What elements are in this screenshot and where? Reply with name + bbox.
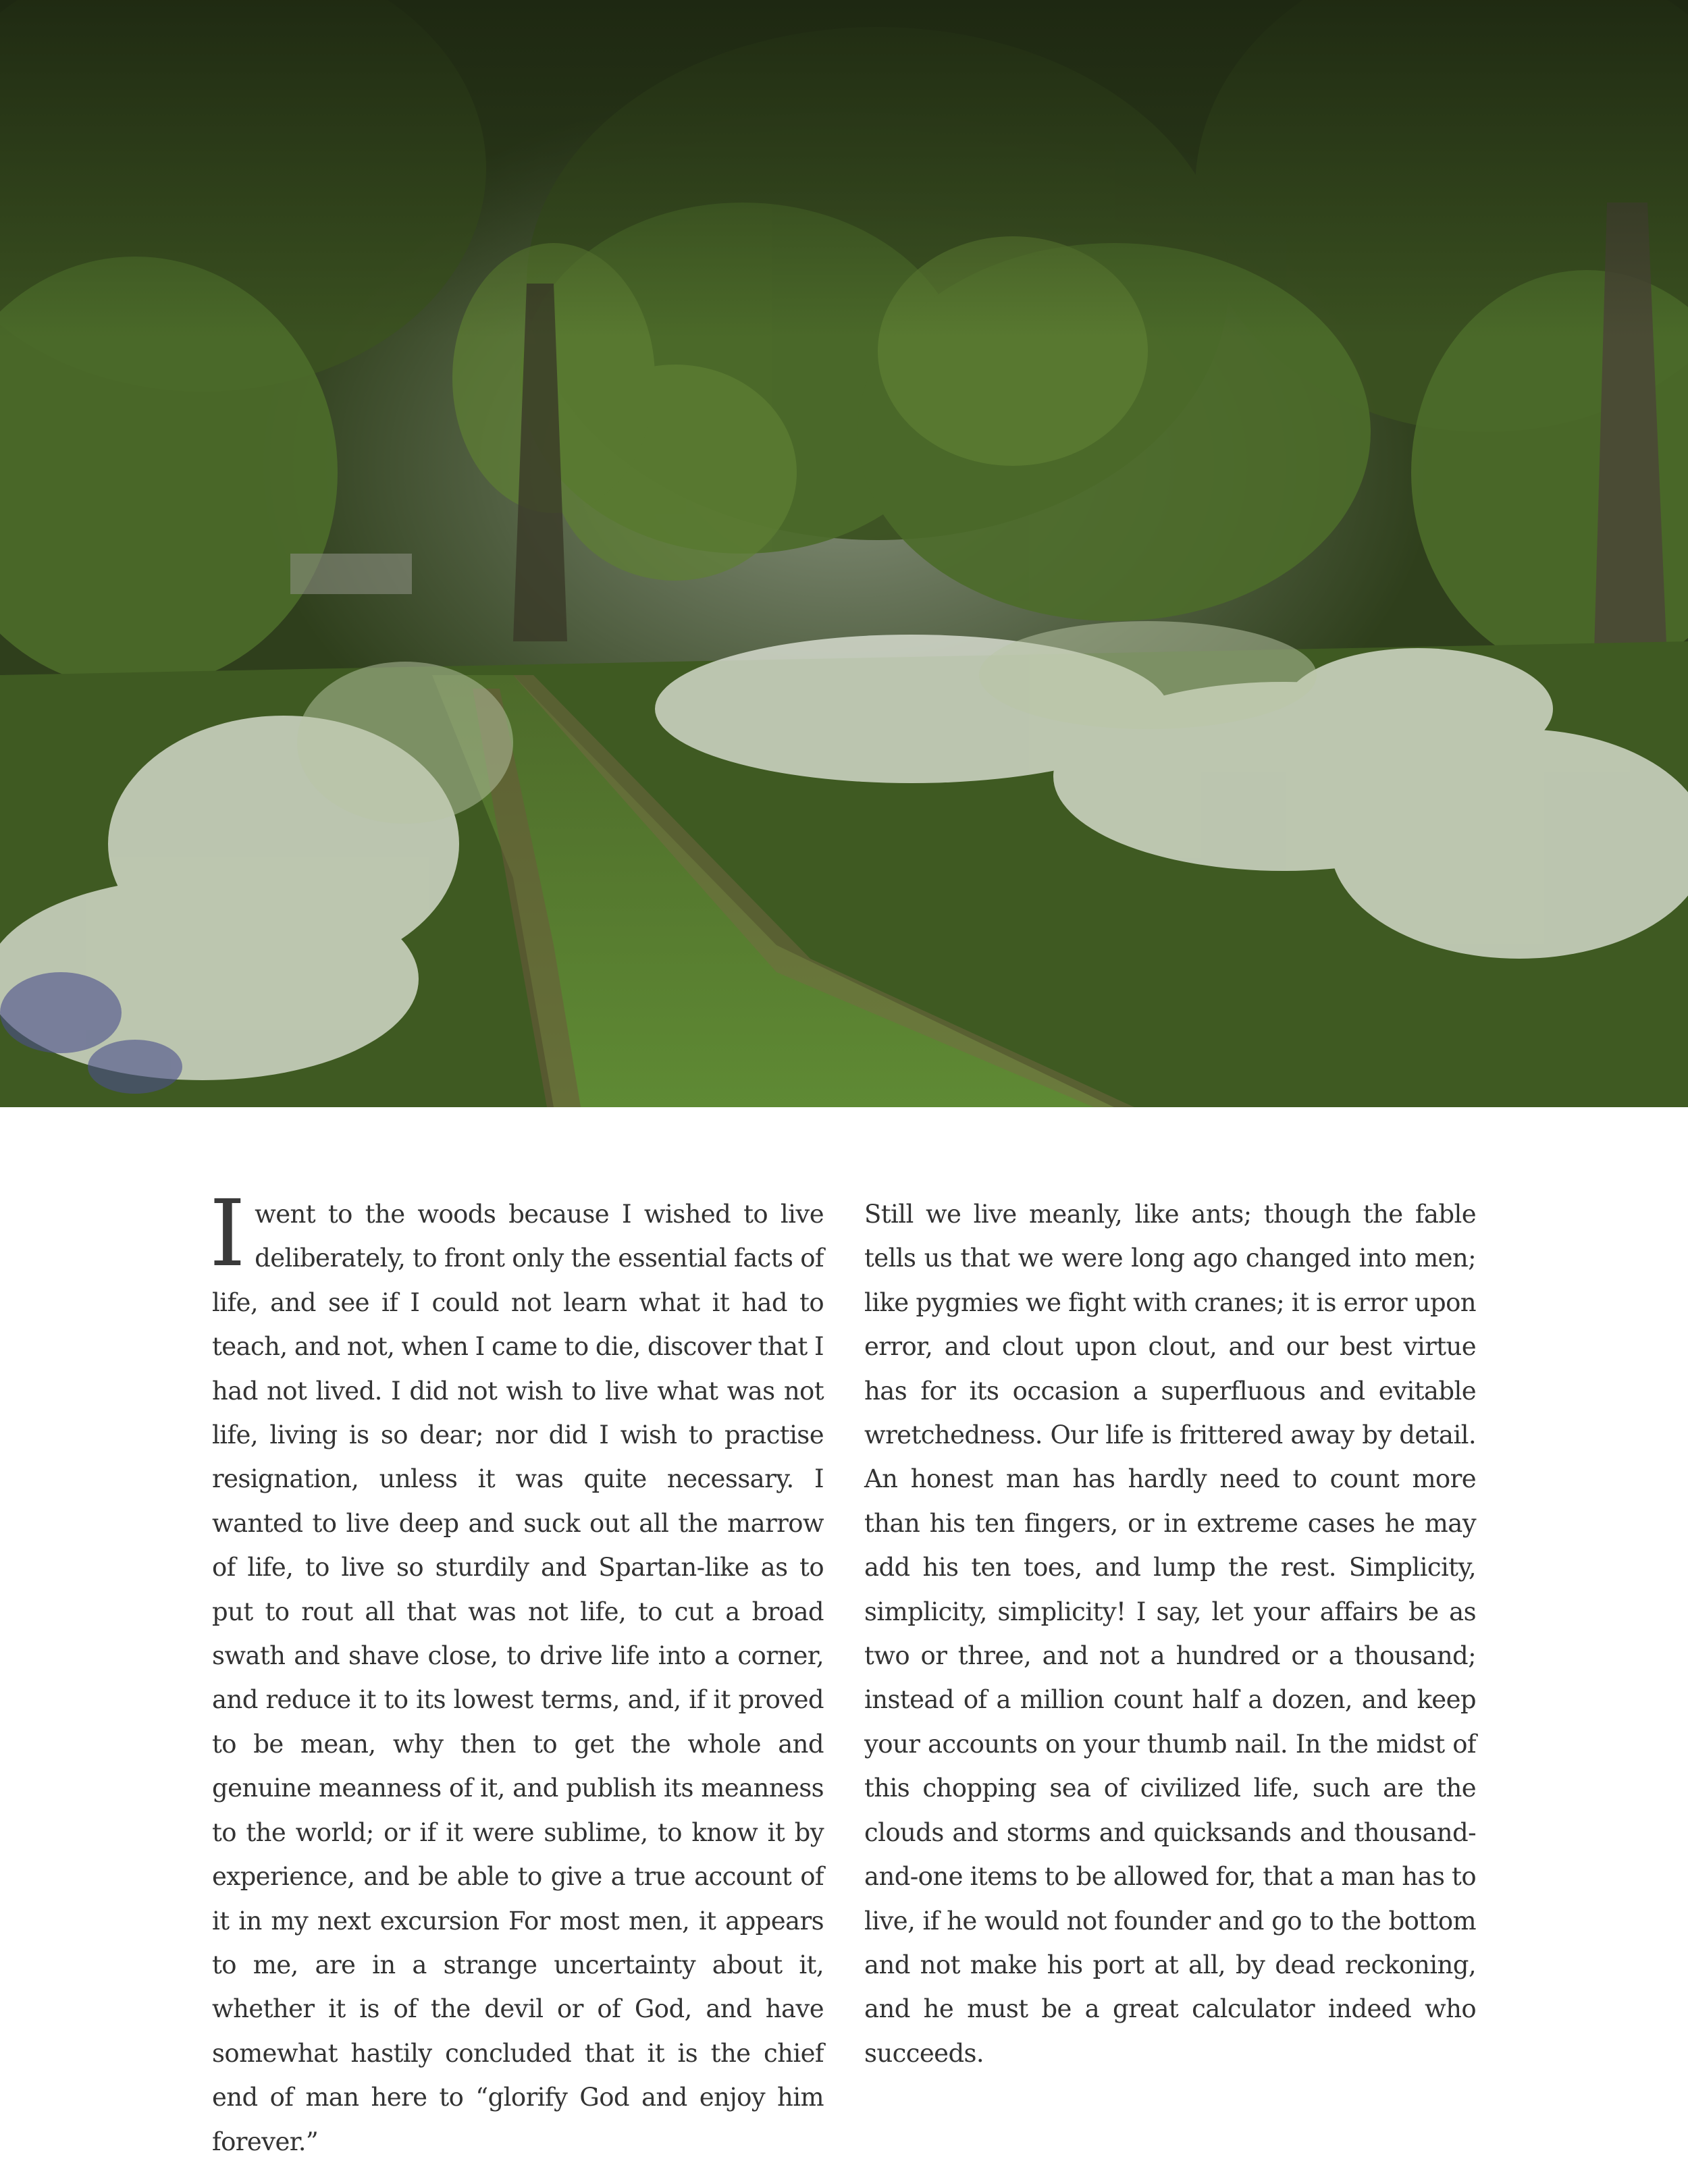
article-column-left (209, 1181, 824, 2164)
drop-cap: I (209, 1181, 246, 1287)
article-body (209, 1181, 1476, 2164)
paragraph-left (209, 1181, 824, 2164)
article-column-right (864, 1192, 1476, 2164)
paragraph-right: Still we live meanly, like ants; though the fable tells us that we were long ago changed into men; like pygmies we fight with cranes; it is error upon error, and clout upon clout, and our best virtue has for its occasion a superfluous and evitable wretchedness. Our life is frittered away by detail. An honest man has hardly need to count more than his ten fingers, or in extreme cases he may add his ten toes, and lump the rest. Simplicity, simplicity, simplicity! I say, let your affairs be as two or three, and not a hundred or a thousand; instead of a million count half a dozen, and keep your accounts on your thumb nail. In the midst of this chopping sea of civilized life, such are the clouds and storms and quicksands and thousand-and-one items to be allowed for, that a man has to live, if he would not founder and go to the bottom and not make his port at all, by dead reckoning, and he must be a great calculator indeed who succeeds. (864, 1200, 1476, 2068)
paragraph-left-text: went to the woods because I wished to live deliberately, to front only the essential facts of life, and see if I could not learn what it had to teach, and not, when I came to die, discover that I had not lived. I did not wish to live what was not life, living is so dear; nor did I wish to practise resignation, unless it was quite necessary. I wanted to live deep and suck out all the marrow of life, to live so sturdily and Spartan-like as to put to rout all that was not life, to cut a broad swath and shave close, to drive life into a corner, and reduce it to its lowest terms, and, if it proved to be mean, why then to get the whole and genuine meanness of it, and publish its meanness to the world; or if it were sublime, to know it by experience, and be able to give a true account of it in my next excursion For most men, it appears to me, are in a strange uncertainty about it, whether it is of the devil or of God, and have somewhat hastily concluded that it is the chief end of man here to “glorify God and enjoy him forever.” (212, 1200, 824, 2156)
